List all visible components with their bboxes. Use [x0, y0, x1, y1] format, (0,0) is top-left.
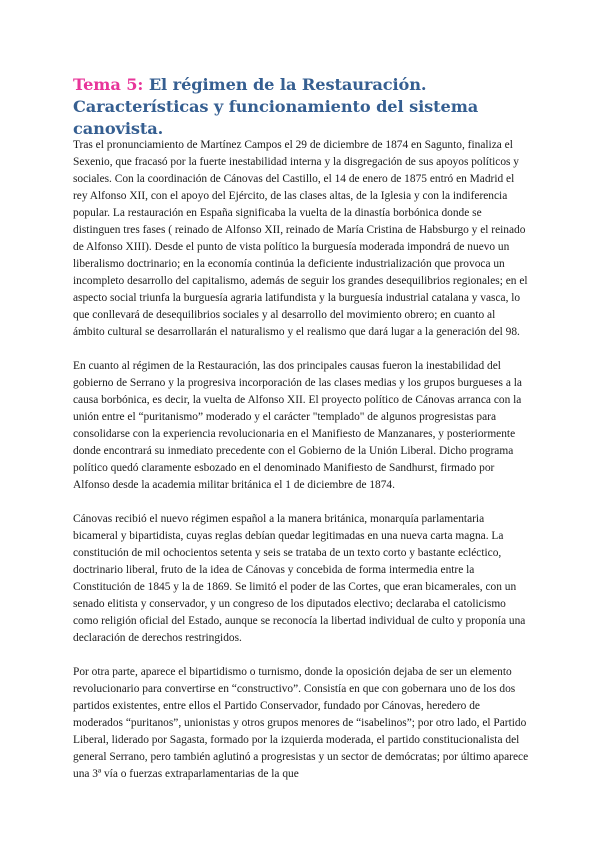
document-body — [73, 137, 529, 800]
paragraph: En cuanto al régimen de la Restauración, las dos principales causas fueron la inestabilidad del gobierno de Serrano y la progresiva incorporación de las clases medias y los grupos burgueses a la causa borbónica, es decir, la vuelta de Alfonso XII. El proyecto político de Cánovas arranca con la unión entre el “puritanismo” moderado y el carácter "templado" de algunos progresistas para consolidarse con la experiencia revolucionaria en el Manifiesto de Manzanares, y posteriormente donde encontrará su inmediato precedente con el Gobierno de la Unión Liberal. Dicho programa político quedó claramente esbozado en el denominado Manifiesto de Sandhurst, firmado por Alfonso desde la academia militar británica el 1 de diciembre de 1874. — [73, 360, 522, 491]
paragraph: Tras el pronunciamiento de Martínez Campos el 29 de diciembre de 1874 en Sagunto, finaliza el Sexenio, que fracasó por la fuerte inestabilidad interna y la disgregación de sus apoyos políticos y sociales. Con la coordinación de Cánovas del Castillo, el 14 de enero de 1875 entró en Madrid el rey Alfonso XII, con el apoyo del Ejército, de las clases altas, de la Iglesia y con la indiferencia popular. La restauración en España significaba la vuelta de la dinastía borbónica donde se distinguen tres fases ( reinado de Alfonso XII, reinado de María Cristina de Habsburgo y el reinado de Alfonso XIII). Desde el punto de vista político la burguesía moderada impondrá de nuevo un liberalismo doctrinario; en la economía continúa la deficiente industrialización que provoca un incompleto desarrollo del capitalismo, además de seguir los grandes desequilibrios regionales; en el aspecto social triunfa la burguesía agraria latifundista y la burguesía industrial catalana y vasca, lo que conllevará de desequilibrios sociales y al desarrollo del movimiento obrero; en cuanto al ámbito cultural se desarrollarán el naturalismo y el realismo que dará lugar a la generación del 98. — [73, 139, 528, 338]
paragraph: Por otra parte, aparece el bipartidismo o turnismo, donde la oposición dejaba de ser un elemento revolucionario para convertirse en “constructivo”. Consistía en que con gobernara uno de los dos partidos existentes, entre ellos el Partido Conservador, fundado por Cánovas, heredero de moderados “puritanos”, unionistas y otros grupos menores de “isabelinos”; por otro lado, el Partido Liberal, liderado por Sagasta, formado por la izquierda moderada, el partido constitucionalista del general Serrano, pero también aglutinó a progresistas y un sector de demócratas; por último aparece una 3ª vía o fuerzas extraparlamentarias de la que — [73, 666, 529, 780]
paragraph: Cánovas recibió el nuevo régimen español a la manera británica, monarquía parlamentaria bicameral y bipartidista, cuyas reglas debían quedar legitimadas en una nueva carta magna. La constitución de mil ochocientos setenta y seis se trataba de un texto corto y bastante ecléctico, doctrinario liberal, fruto de la idea de Cánovas y concebida de forma intermedia entre la Constitución de 1845 y la de 1869. Se limitó el poder de las Cortes, que eran bicamerales, con un senado elitista y conservador, y un congreso de los diputados electivo; declaraba el catolicismo como religión oficial del Estado, aunque se reconocía la libertad individual de culto y proponía una declaración de derechos restringidos. — [73, 513, 526, 644]
title-text: El régimen de la Restauración. Características y funcionamiento del sistema canovista. — [73, 75, 479, 138]
page-title — [73, 74, 533, 140]
title-lead: Tema 5: — [73, 75, 144, 94]
